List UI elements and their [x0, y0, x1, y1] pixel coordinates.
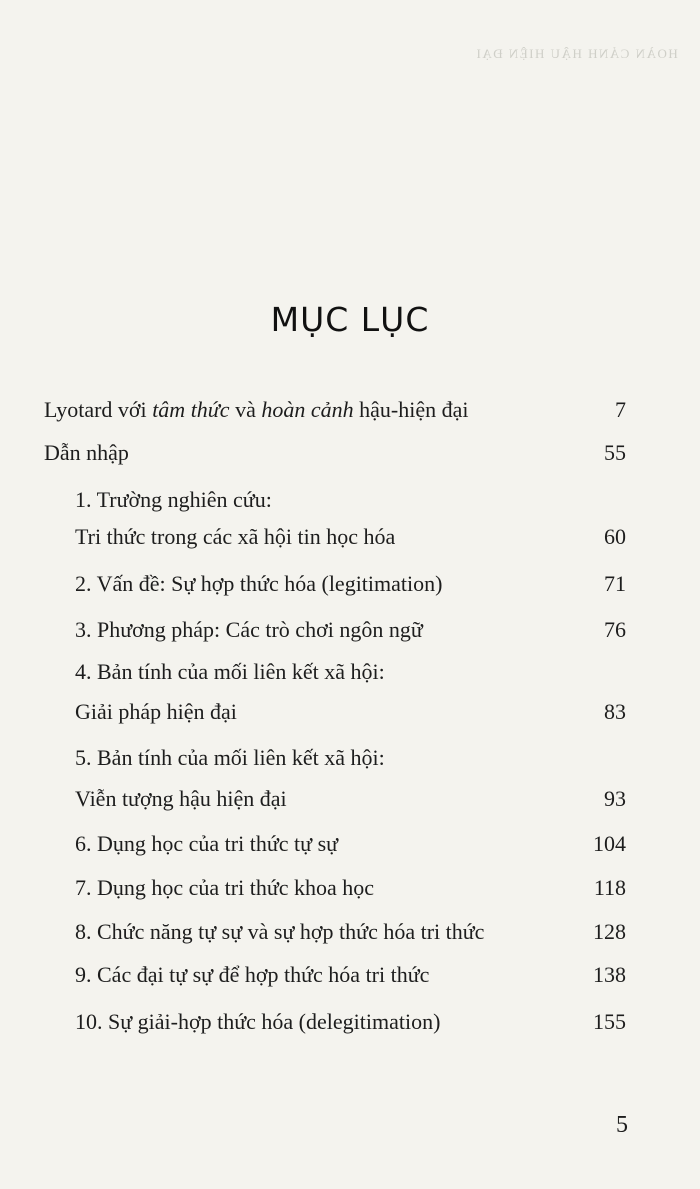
toc-page-number: 118	[593, 875, 626, 900]
toc-chapter-1-subtitle: Tri thức trong các xã hội tin học hóa	[75, 524, 396, 549]
toc-chapter-8: 8. Chức năng tự sự và sự hợp thức hóa tri thức	[75, 919, 485, 944]
toc-chapter-5-subtitle: Viễn tượng hậu hiện đại	[75, 786, 287, 811]
toc-page-number: 55	[604, 440, 626, 465]
toc-page-number: 76	[604, 617, 626, 642]
toc-chapter-3: 3. Phương pháp: Các trò chơi ngôn ngữ	[75, 617, 423, 642]
toc-page-number: 71	[604, 571, 626, 596]
toc-chapter-2: 2. Vấn đề: Sự hợp thức hóa (legitimation)	[75, 571, 443, 596]
toc-page-number: 104	[593, 831, 626, 856]
toc-chapter-4: 4. Bản tính của mối liên kết xã hội:	[75, 659, 385, 684]
toc-chapter-4-subtitle: Giải pháp hiện đại	[75, 699, 237, 724]
toc-entry-intro: Dẫn nhập	[44, 440, 129, 465]
toc-chapter-5: 5. Bản tính của mối liên kết xã hội:	[75, 745, 385, 770]
toc-page-number: 7	[615, 397, 626, 422]
toc-page-number: 155	[593, 1009, 626, 1034]
bleed-through-header: HOÀN CẢNH HẬU HIỆN ĐẠI	[475, 46, 678, 61]
toc-chapter-7: 7. Dụng học của tri thức khoa học	[75, 875, 375, 900]
toc-chapter-10: 10. Sự giải-hợp thức hóa (delegitimation)	[75, 1009, 441, 1034]
toc-page-number: 83	[604, 699, 626, 724]
page-number: 5	[616, 1112, 628, 1138]
toc-page-number: 138	[593, 962, 626, 987]
toc-page-number: 60	[604, 524, 626, 549]
toc-page-number: 93	[604, 786, 626, 811]
toc-entry-main: Lyotard với tâm thức và hoàn cảnh hậu-hiện đại	[44, 397, 469, 422]
toc-chapter-6: 6. Dụng học của tri thức tự sự	[75, 831, 339, 856]
toc-chapter-1: 1. Trường nghiên cứu:	[75, 487, 272, 512]
toc-chapter-9: 9. Các đại tự sự để hợp thức hóa tri thức	[75, 962, 430, 987]
page-title: MỤC LỤC	[270, 300, 430, 340]
toc-page-number: 128	[593, 919, 626, 944]
